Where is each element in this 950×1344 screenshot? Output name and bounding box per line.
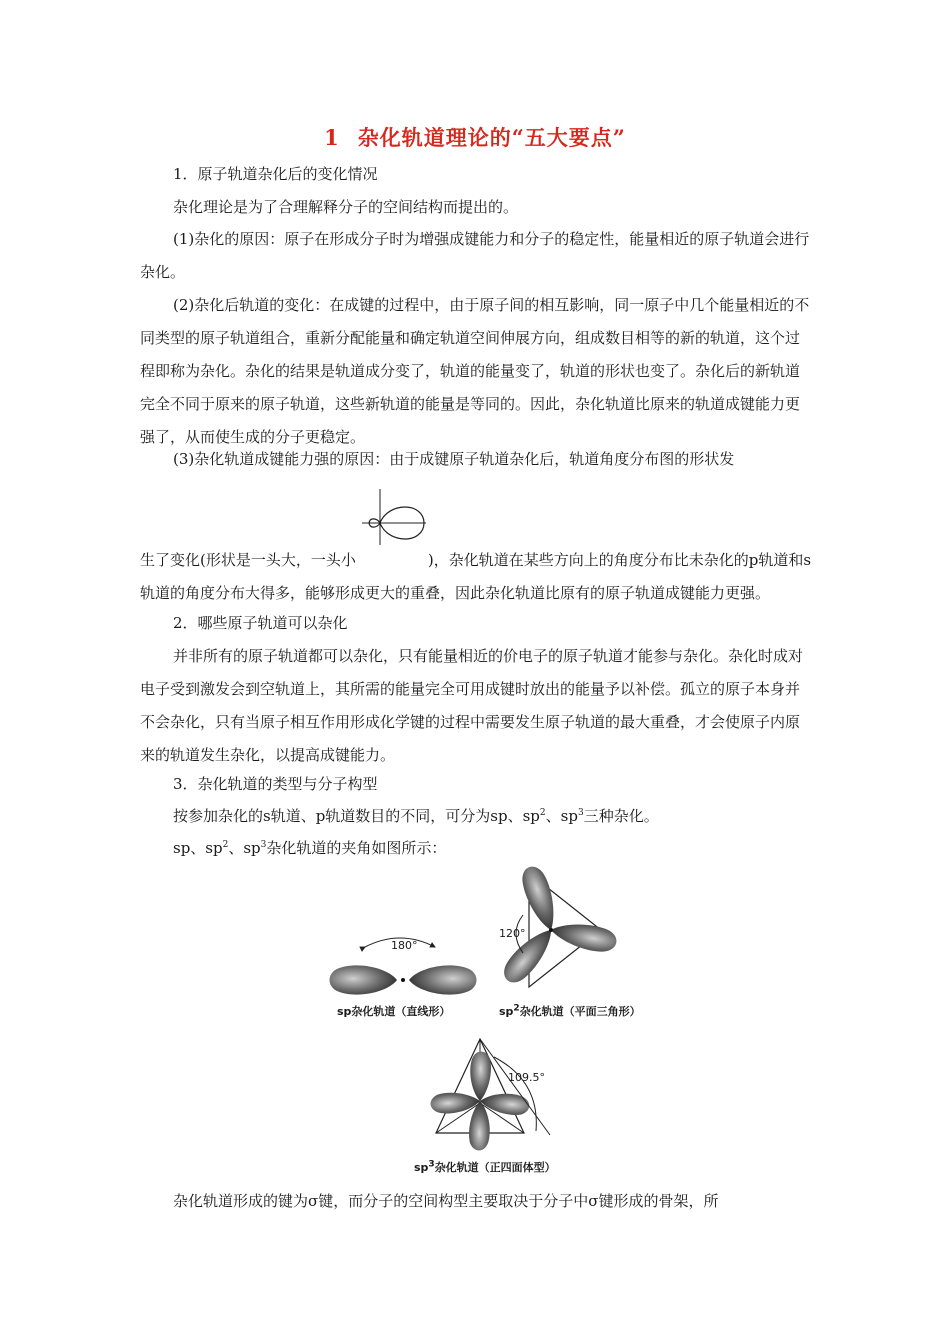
sp2-angle-label: 120°: [499, 927, 526, 940]
sp3-orbital-figure: [410, 1035, 590, 1180]
sp-orbital-figure: [325, 925, 485, 1025]
section-1-para-2: (1)杂化的原因：原子在形成分子时为增强成键能力和分子的稳定性，能量相近的原子轨道会进行杂化。: [140, 230, 810, 281]
section-1-para-3: (2)杂化后轨道的变化：在成键的过程中，由于原子间的相互影响，同一原子中几个能量相近的不同类型的原子轨道组合，重新分配能量和确定轨道空间伸展方向，组成数目相等的新的轨道，这个过程即称为杂化。杂化的结果是轨道成分变了，轨道的能量变了，轨道的形状也变了。杂化后的新轨道完全不同于原来的原子轨道，这些新轨道的能量是等同的。因此，杂化轨道比原来的轨道成键能力更强了，从而使生成的分子更稳定。: [140, 296, 810, 446]
section-1-para-4-rest: [140, 513, 812, 610]
sp3-angle-label: 109.5°: [508, 1071, 545, 1084]
title-number: 1: [324, 125, 340, 150]
hybrid-orbital-shape-figure: [356, 513, 428, 573]
page-title: [0, 122, 950, 152]
section-3-para-3: 杂化轨道形成的键为σ键，而分子的空间构型主要取决于分子中σ键形成的骨架，所: [173, 1192, 719, 1210]
sp3-caption: $sp^3$杂化轨道（正四面体型）: [414, 1159, 556, 1174]
section-3-para-2: sp、$sp^2$、$sp^3$杂化轨道的夹角如图所示：: [173, 839, 447, 857]
section-1-para-4-line-1: (3)杂化轨道成键能力强的原因：由于成键原子轨道杂化后，轨道角度分布图的形状发: [173, 450, 735, 468]
sp2-orbital-figure: [495, 865, 665, 1025]
sp2-caption: $sp^2$杂化轨道（平面三角形）: [499, 1003, 641, 1018]
sp-caption: sp杂化轨道（直线形）: [337, 1005, 451, 1018]
section-3-para-1: 按参加杂化的s轨道、p轨道数目的不同，可分为sp、$sp^2$、$sp^3$三种杂化。: [173, 807, 659, 825]
title-text: 杂化轨道理论的“五大要点”: [357, 125, 626, 150]
para-4-text-before: 生了变化(形状是一头大，一头小: [140, 551, 356, 569]
sp-angle-label: 180°: [391, 939, 418, 952]
section-1-heading: 1．原子轨道杂化后的变化情况: [173, 165, 378, 183]
section-2-heading: 2．哪些原子轨道可以杂化: [173, 614, 348, 632]
section-2-para-1: 并非所有的原子轨道都可以杂化，只有能量相近的价电子的原子轨道才能参与杂化。杂化时成对电子受到激发会到空轨道上，其所需的能量完全可用成键时放出的能量予以补偿。孤立的原子本身并不会杂化，只有当原子相互作用形成化学键的过程中需要发生原子轨道的最大重叠，才会使原子内原来的轨道发生杂化，以提高成键能力。: [140, 647, 804, 764]
para-4-text-after: )，杂化轨道在某些方向上的角度分布比未杂化的p轨道和s轨道的角度分布大得多，能够形成更大的重叠，因此杂化轨道比原有的原子轨道成键能力更强。: [140, 551, 812, 602]
section-3-heading: 3．杂化轨道的类型与分子构型: [173, 775, 378, 793]
section-1-para-1: 杂化理论是为了合理解释分子的空间结构而提出的。: [173, 198, 519, 216]
